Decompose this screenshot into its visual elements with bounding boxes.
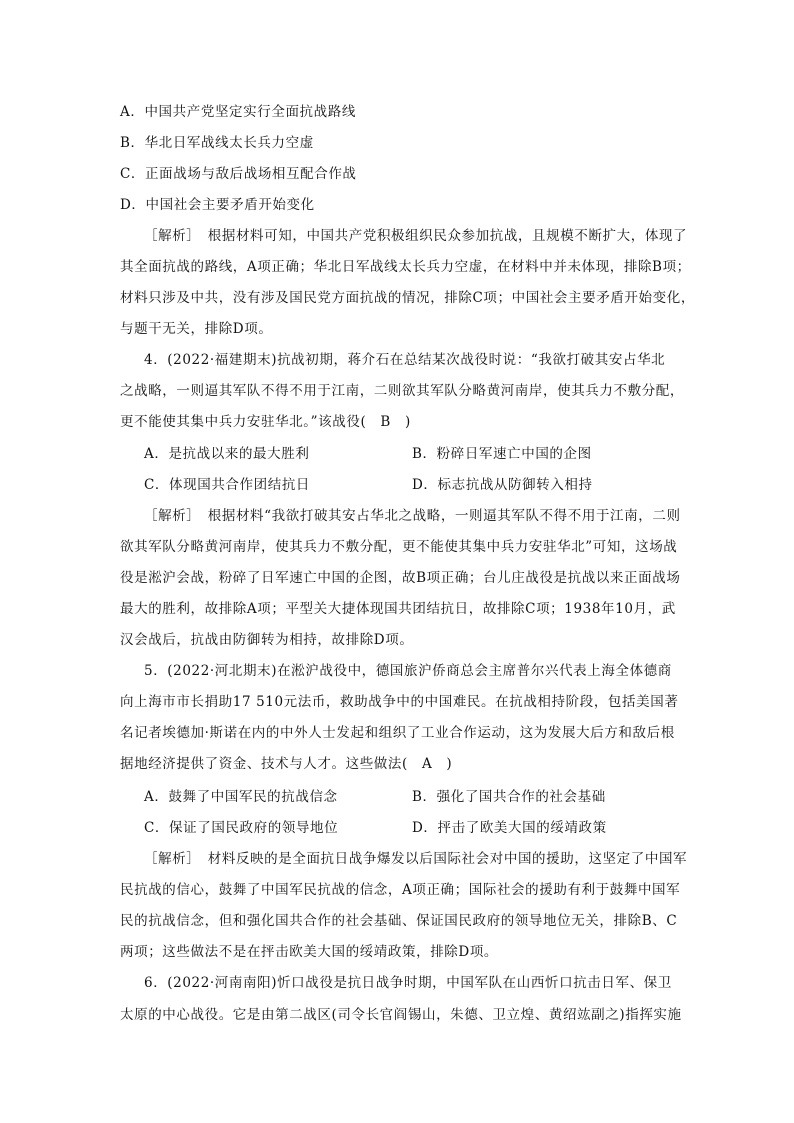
q4-option-b: B．粉碎日军速亡中国的企图: [412, 446, 592, 462]
q4-analysis-line: ［解析］ 根据材料“我欲打破其安占华北之战略，一则逼其军队不得不用于江南，二则: [144, 508, 681, 524]
q4-analysis-line: 役是淞沪会战，粉碎了日军速亡中国的企图，故B项正确；台儿庄战役是抗战以来正面战场: [120, 570, 681, 586]
q3-option-b: B．华北日军战线太长兵力空虚: [120, 135, 314, 151]
q5-stem-line: 名记者埃德加·斯诺在内的中外人士发起和组织了工业合作运动，这为发展大后方和敌后根: [120, 725, 675, 741]
q5-analysis-line: 民的抗战信念，但和强化国共合作的社会基础、保证国民政府的领导地位无关，排除B、C: [120, 913, 678, 929]
q5-option-a: A．鼓舞了中国军民的抗战信念: [144, 789, 338, 805]
q4-option-a: A．是抗战以来的最大胜利: [144, 446, 310, 462]
q3-analysis-line: 其全面抗战的路线，A项正确；华北日军战线太长兵力空虚，在材料中并未体现，排除B项；: [120, 259, 691, 275]
q4-analysis-line: 汉会战后，抗战由防御转为相持，故排除D项。: [120, 632, 414, 648]
q3-option-c: C．正面战场与敌后战场相互配合作战: [120, 166, 357, 182]
q6-stem-line: 6．(2022·河南南阳)忻口战役是抗日战争时期，中国军队在山西忻口抗击日军、保卫: [144, 975, 672, 991]
q3-analysis-line: ［解析］ 根据材料可知，中国共产党积极组织民众参加抗战，且规模不断扩大，体现了: [144, 228, 688, 244]
q5-stem-line: 向上海市市长捐助17 510元法币，救助战争中的中国难民。在抗战相持阶段，包括美国著: [120, 694, 679, 710]
q4-stem-line: 之战略，一则逼其军队不得不用于江南，二则欲其军队分略黄河南岸，使其兵力不敷分配，: [120, 383, 684, 399]
q5-option-b: B．强化了国共合作的社会基础: [412, 789, 606, 805]
q3-analysis-line: 与题干无关，排除D项。: [120, 321, 273, 337]
q6-stem-line: 太原的中心战役。它是由第二战区(司令长官阎锡山，朱德、卫立煌、黄绍竑副之)指挥实施: [120, 1007, 682, 1023]
q3-analysis-line: 材料只涉及中共，没有涉及国民党方面抗战的情况，排除C项；中国社会主要矛盾开始变化，: [120, 290, 695, 306]
q4-analysis-line: 欲其军队分略黄河南岸，使其兵力不敷分配，更不能使其集中兵力安驻华北”可知，这场战: [120, 539, 678, 555]
q4-stem-line: 4．(2022·福建期末)抗战初期，蒋介石在总结某次战役时说：“我欲打破其安占华北: [144, 352, 666, 368]
q5-analysis-line: ［解析］ 材料反映的是全面抗日战争爆发以后国际社会对中国的援助，这坚定了中国军: [144, 851, 688, 867]
q5-analysis-line: 民抗战的信心，鼓舞了中国军民抗战的信念，A项正确；国际社会的援助有利于鼓舞中国军: [120, 882, 681, 898]
q3-option-d: D．中国社会主要矛盾开始变化: [120, 197, 315, 213]
q5-stem-line: 5．(2022·河北期末)在淞沪战役中，德国旅沪侨商总会主席普尔兴代表上海全体德商: [144, 663, 672, 679]
q4-analysis-line: 最大的胜利，故排除A项；平型关大捷体现国共团结抗日，故排除C项；1938年10月，武: [120, 601, 676, 617]
q4-stem-line: 更不能使其集中兵力安驻华北。”该战役( B ): [120, 414, 411, 430]
q5-option-d: D．抨击了欧美大国的绥靖政策: [412, 820, 607, 836]
q5-option-c: C．保证了国民政府的领导地位: [144, 820, 339, 836]
q5-analysis-line: 两项；这些做法不是在抨击欧美大国的绥靖政策，排除D项。: [120, 944, 499, 960]
q4-option-c: C．体现国共合作团结抗日: [144, 477, 311, 493]
q5-stem-line: 据地经济提供了资金、技术与人才。这些做法( A ): [120, 756, 453, 772]
q4-option-d: D．标志抗战从防御转入相持: [412, 477, 593, 493]
q3-option-a: A．中国共产党坚定实行全面抗战路线: [120, 104, 356, 120]
